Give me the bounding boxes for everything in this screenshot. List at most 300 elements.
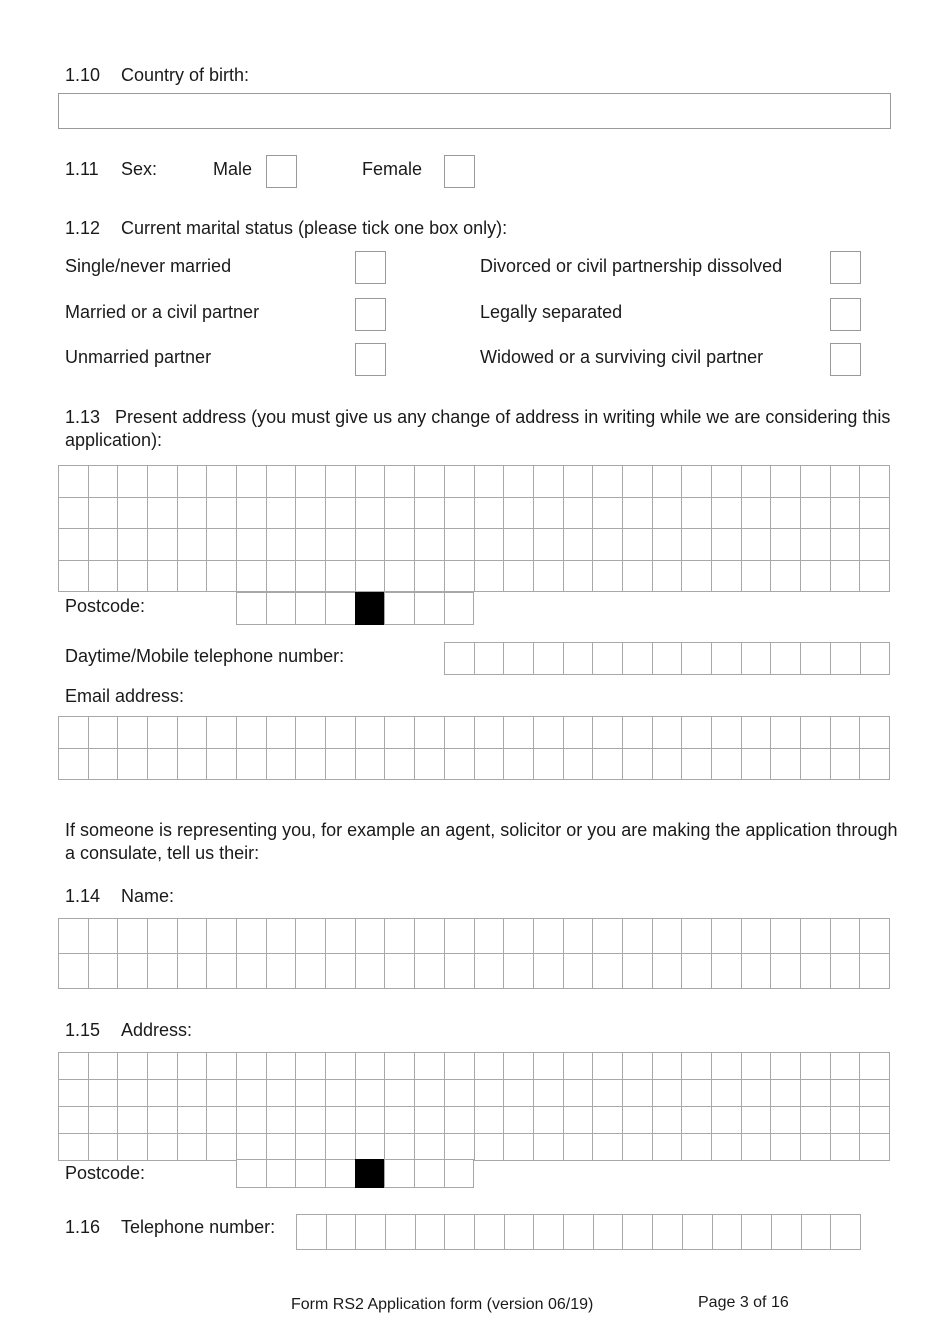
character-box[interactable]: [295, 528, 326, 561]
character-box[interactable]: [58, 953, 89, 989]
character-box[interactable]: [414, 918, 445, 954]
character-box[interactable]: [800, 1052, 831, 1080]
character-box[interactable]: [117, 716, 148, 749]
present-address-grid[interactable]: [58, 465, 890, 592]
character-box[interactable]: [859, 716, 890, 749]
character-box[interactable]: [860, 642, 891, 675]
character-box[interactable]: [800, 465, 831, 498]
character-box[interactable]: [503, 465, 534, 498]
character-box[interactable]: [681, 918, 712, 954]
character-box[interactable]: [681, 642, 712, 675]
character-box[interactable]: [117, 1052, 148, 1080]
character-box[interactable]: [355, 1079, 386, 1107]
character-box[interactable]: [474, 528, 505, 561]
character-box[interactable]: [266, 748, 297, 781]
character-box[interactable]: [771, 1214, 802, 1250]
character-box[interactable]: [147, 560, 178, 593]
character-box[interactable]: [88, 716, 119, 749]
character-box[interactable]: [326, 1214, 357, 1250]
character-box[interactable]: [474, 953, 505, 989]
character-box[interactable]: [177, 1079, 208, 1107]
character-box[interactable]: [325, 1133, 356, 1161]
character-box[interactable]: [444, 1052, 475, 1080]
character-box[interactable]: [503, 1079, 534, 1107]
marital-single-checkbox[interactable]: [355, 251, 386, 284]
character-box[interactable]: [563, 1214, 594, 1250]
representative-postcode-grid[interactable]: [236, 1159, 474, 1188]
character-box[interactable]: [474, 1133, 505, 1161]
character-box[interactable]: [384, 528, 415, 561]
character-box[interactable]: [503, 918, 534, 954]
character-box[interactable]: [503, 1052, 534, 1080]
character-box[interactable]: [88, 918, 119, 954]
character-box[interactable]: [474, 642, 505, 675]
character-box[interactable]: [236, 918, 267, 954]
character-box[interactable]: [830, 528, 861, 561]
sex-male-checkbox[interactable]: [266, 155, 297, 188]
character-box[interactable]: [474, 497, 505, 530]
character-box[interactable]: [266, 716, 297, 749]
character-box[interactable]: [295, 1159, 326, 1188]
character-box[interactable]: [503, 497, 534, 530]
email-grid[interactable]: [58, 716, 890, 780]
character-box[interactable]: [770, 748, 801, 781]
character-box[interactable]: [800, 716, 831, 749]
character-box[interactable]: [236, 1052, 267, 1080]
character-box[interactable]: [58, 1079, 89, 1107]
character-box[interactable]: [117, 918, 148, 954]
character-box[interactable]: [800, 918, 831, 954]
character-box[interactable]: [681, 953, 712, 989]
character-box[interactable]: [266, 1106, 297, 1134]
character-box[interactable]: [800, 1079, 831, 1107]
character-box[interactable]: [622, 1106, 653, 1134]
character-box[interactable]: [533, 918, 564, 954]
character-box[interactable]: [652, 953, 683, 989]
character-box[interactable]: [88, 1052, 119, 1080]
character-box[interactable]: [355, 465, 386, 498]
character-box[interactable]: [444, 1079, 475, 1107]
character-box[interactable]: [859, 953, 890, 989]
character-box[interactable]: [414, 1079, 445, 1107]
character-box[interactable]: [770, 1106, 801, 1134]
character-box[interactable]: [325, 528, 356, 561]
character-box[interactable]: [741, 1052, 772, 1080]
character-box[interactable]: [741, 528, 772, 561]
character-box[interactable]: [177, 560, 208, 593]
character-box[interactable]: [681, 528, 712, 561]
marital-separated-checkbox[interactable]: [830, 298, 861, 331]
character-box[interactable]: [266, 918, 297, 954]
character-box[interactable]: [652, 497, 683, 530]
character-box[interactable]: [770, 918, 801, 954]
character-box[interactable]: [206, 1106, 237, 1134]
character-box[interactable]: [830, 953, 861, 989]
character-box[interactable]: [444, 716, 475, 749]
character-box[interactable]: [414, 748, 445, 781]
character-box[interactable]: [830, 1214, 861, 1250]
character-box[interactable]: [503, 748, 534, 781]
character-box[interactable]: [622, 560, 653, 593]
character-box[interactable]: [622, 1079, 653, 1107]
character-box[interactable]: [325, 1159, 356, 1188]
character-box[interactable]: [355, 497, 386, 530]
character-box[interactable]: [652, 560, 683, 593]
character-box[interactable]: [355, 1052, 386, 1080]
character-box[interactable]: [622, 465, 653, 498]
daytime-phone-grid[interactable]: [444, 642, 890, 675]
character-box[interactable]: [474, 748, 505, 781]
character-box[interactable]: [206, 1052, 237, 1080]
character-box[interactable]: [711, 1133, 742, 1161]
character-box[interactable]: [593, 1214, 624, 1250]
character-box[interactable]: [444, 1133, 475, 1161]
character-box[interactable]: [592, 1052, 623, 1080]
character-box[interactable]: [295, 1133, 326, 1161]
character-box[interactable]: [533, 528, 564, 561]
character-box[interactable]: [800, 1106, 831, 1134]
character-box[interactable]: [206, 1079, 237, 1107]
character-box[interactable]: [711, 560, 742, 593]
character-box[interactable]: [622, 1214, 653, 1250]
character-box[interactable]: [384, 748, 415, 781]
character-box[interactable]: [444, 560, 475, 593]
character-box[interactable]: [295, 953, 326, 989]
character-box[interactable]: [384, 1052, 415, 1080]
character-box[interactable]: [88, 1133, 119, 1161]
character-box[interactable]: [682, 1214, 713, 1250]
character-box[interactable]: [117, 953, 148, 989]
character-box[interactable]: [414, 953, 445, 989]
character-box[interactable]: [563, 528, 594, 561]
character-box[interactable]: [58, 1052, 89, 1080]
character-box[interactable]: [563, 748, 594, 781]
character-box[interactable]: [652, 528, 683, 561]
character-box[interactable]: [533, 1133, 564, 1161]
character-box[interactable]: [325, 953, 356, 989]
character-box[interactable]: [830, 642, 861, 675]
character-box[interactable]: [384, 1079, 415, 1107]
character-box[interactable]: [830, 748, 861, 781]
character-box[interactable]: [206, 716, 237, 749]
character-box[interactable]: [236, 497, 267, 530]
character-box[interactable]: [622, 918, 653, 954]
character-box[interactable]: [592, 528, 623, 561]
character-box[interactable]: [592, 465, 623, 498]
character-box[interactable]: [58, 716, 89, 749]
character-box[interactable]: [801, 1214, 832, 1250]
character-box[interactable]: [355, 918, 386, 954]
character-box[interactable]: [117, 497, 148, 530]
character-box[interactable]: [800, 497, 831, 530]
character-box[interactable]: [563, 497, 594, 530]
character-box[interactable]: [592, 642, 623, 675]
character-box[interactable]: [474, 716, 505, 749]
character-box[interactable]: [147, 1079, 178, 1107]
character-box[interactable]: [177, 528, 208, 561]
character-box[interactable]: [206, 560, 237, 593]
character-box[interactable]: [592, 918, 623, 954]
representative-address-grid[interactable]: [58, 1052, 890, 1161]
character-box[interactable]: [741, 497, 772, 530]
character-box[interactable]: [474, 918, 505, 954]
character-box[interactable]: [266, 1159, 297, 1188]
character-box[interactable]: [474, 1214, 505, 1250]
character-box[interactable]: [58, 560, 89, 593]
character-box[interactable]: [58, 497, 89, 530]
character-box[interactable]: [88, 1106, 119, 1134]
character-box[interactable]: [147, 465, 178, 498]
character-box[interactable]: [355, 748, 386, 781]
character-box[interactable]: [384, 1159, 415, 1188]
character-box[interactable]: [177, 953, 208, 989]
character-box[interactable]: [295, 1052, 326, 1080]
marital-divorced-checkbox[interactable]: [830, 251, 861, 284]
character-box[interactable]: [266, 1133, 297, 1161]
character-box[interactable]: [711, 497, 742, 530]
character-box[interactable]: [325, 1079, 356, 1107]
character-box[interactable]: [295, 592, 326, 625]
character-box[interactable]: [741, 918, 772, 954]
character-box[interactable]: [533, 1079, 564, 1107]
character-box[interactable]: [266, 528, 297, 561]
character-box[interactable]: [236, 560, 267, 593]
character-box[interactable]: [830, 918, 861, 954]
character-box[interactable]: [800, 953, 831, 989]
character-box[interactable]: [58, 918, 89, 954]
character-box[interactable]: [622, 748, 653, 781]
character-box[interactable]: [563, 1106, 594, 1134]
character-box[interactable]: [384, 953, 415, 989]
character-box[interactable]: [563, 918, 594, 954]
character-box[interactable]: [563, 560, 594, 593]
character-box[interactable]: [503, 1133, 534, 1161]
character-box[interactable]: [206, 748, 237, 781]
character-box[interactable]: [859, 1106, 890, 1134]
character-box[interactable]: [503, 642, 534, 675]
character-box[interactable]: [147, 716, 178, 749]
character-box[interactable]: [563, 1133, 594, 1161]
marital-widowed-checkbox[interactable]: [830, 343, 861, 376]
character-box[interactable]: [444, 642, 475, 675]
character-box[interactable]: [236, 748, 267, 781]
character-box[interactable]: [325, 918, 356, 954]
character-box[interactable]: [177, 1052, 208, 1080]
character-box[interactable]: [741, 465, 772, 498]
character-box[interactable]: [206, 918, 237, 954]
marital-married-checkbox[interactable]: [355, 298, 386, 331]
character-box[interactable]: [711, 716, 742, 749]
character-box[interactable]: [384, 918, 415, 954]
character-box[interactable]: [384, 592, 415, 625]
character-box[interactable]: [88, 465, 119, 498]
character-box[interactable]: [58, 1133, 89, 1161]
character-box[interactable]: [355, 560, 386, 593]
character-box[interactable]: [147, 748, 178, 781]
character-box[interactable]: [859, 748, 890, 781]
character-box[interactable]: [117, 748, 148, 781]
character-box[interactable]: [622, 642, 653, 675]
character-box[interactable]: [563, 465, 594, 498]
character-box[interactable]: [592, 1106, 623, 1134]
character-box[interactable]: [206, 465, 237, 498]
character-box[interactable]: [859, 1052, 890, 1080]
character-box[interactable]: [414, 592, 445, 625]
character-box[interactable]: [117, 528, 148, 561]
representative-phone-grid[interactable]: [296, 1214, 861, 1250]
character-box[interactable]: [711, 1079, 742, 1107]
character-box[interactable]: [414, 1052, 445, 1080]
character-box[interactable]: [325, 592, 356, 625]
character-box[interactable]: [444, 497, 475, 530]
character-box[interactable]: [444, 528, 475, 561]
character-box[interactable]: [177, 748, 208, 781]
character-box[interactable]: [711, 953, 742, 989]
character-box[interactable]: [503, 528, 534, 561]
character-box[interactable]: [533, 953, 564, 989]
character-box[interactable]: [533, 497, 564, 530]
character-box[interactable]: [592, 953, 623, 989]
character-box[interactable]: [741, 953, 772, 989]
character-box[interactable]: [592, 748, 623, 781]
character-box[interactable]: [355, 1214, 386, 1250]
character-box[interactable]: [711, 642, 742, 675]
character-box[interactable]: [444, 1214, 475, 1250]
character-box[interactable]: [117, 1106, 148, 1134]
character-box[interactable]: [503, 1106, 534, 1134]
character-box[interactable]: [58, 1106, 89, 1134]
character-box[interactable]: [533, 1106, 564, 1134]
character-box[interactable]: [266, 1052, 297, 1080]
character-box[interactable]: [88, 528, 119, 561]
character-box[interactable]: [830, 1052, 861, 1080]
character-box[interactable]: [355, 953, 386, 989]
character-box[interactable]: [295, 1079, 326, 1107]
character-box[interactable]: [414, 497, 445, 530]
character-box[interactable]: [800, 1133, 831, 1161]
character-box[interactable]: [266, 592, 297, 625]
character-box[interactable]: [295, 497, 326, 530]
character-box[interactable]: [384, 1106, 415, 1134]
character-box[interactable]: [414, 560, 445, 593]
character-box[interactable]: [325, 716, 356, 749]
character-box[interactable]: [236, 1106, 267, 1134]
character-box[interactable]: [414, 1133, 445, 1161]
character-box[interactable]: [681, 1106, 712, 1134]
character-box[interactable]: [355, 1133, 386, 1161]
character-box[interactable]: [711, 1106, 742, 1134]
character-box[interactable]: [711, 528, 742, 561]
character-box[interactable]: [830, 716, 861, 749]
character-box[interactable]: [712, 1214, 743, 1250]
character-box[interactable]: [652, 1133, 683, 1161]
character-box[interactable]: [533, 1214, 564, 1250]
character-box[interactable]: [711, 918, 742, 954]
character-box[interactable]: [236, 1133, 267, 1161]
character-box[interactable]: [295, 465, 326, 498]
character-box[interactable]: [830, 1106, 861, 1134]
character-box[interactable]: [592, 716, 623, 749]
character-box[interactable]: [741, 560, 772, 593]
character-box[interactable]: [711, 1052, 742, 1080]
character-box[interactable]: [325, 560, 356, 593]
character-box[interactable]: [652, 716, 683, 749]
character-box[interactable]: [206, 528, 237, 561]
character-box[interactable]: [770, 642, 801, 675]
character-box[interactable]: [266, 1079, 297, 1107]
character-box[interactable]: [325, 1106, 356, 1134]
character-box[interactable]: [384, 716, 415, 749]
character-box[interactable]: [355, 528, 386, 561]
character-box[interactable]: [770, 465, 801, 498]
character-box[interactable]: [325, 465, 356, 498]
character-box[interactable]: [444, 918, 475, 954]
character-box[interactable]: [770, 1079, 801, 1107]
character-box[interactable]: [117, 1079, 148, 1107]
character-box[interactable]: [622, 497, 653, 530]
character-box[interactable]: [681, 748, 712, 781]
character-box[interactable]: [711, 748, 742, 781]
character-box[interactable]: [296, 1214, 327, 1250]
character-box[interactable]: [177, 1106, 208, 1134]
character-box[interactable]: [681, 716, 712, 749]
character-box[interactable]: [474, 560, 505, 593]
character-box[interactable]: [622, 1133, 653, 1161]
marital-unmarried-checkbox[interactable]: [355, 343, 386, 376]
character-box[interactable]: [444, 953, 475, 989]
character-box[interactable]: [266, 953, 297, 989]
character-box[interactable]: [384, 560, 415, 593]
character-box[interactable]: [830, 465, 861, 498]
character-box[interactable]: [830, 1133, 861, 1161]
character-box[interactable]: [859, 497, 890, 530]
character-box[interactable]: [770, 560, 801, 593]
character-box[interactable]: [652, 465, 683, 498]
character-box[interactable]: [266, 465, 297, 498]
sex-female-checkbox[interactable]: [444, 155, 475, 188]
character-box[interactable]: [533, 642, 564, 675]
character-box[interactable]: [325, 1052, 356, 1080]
character-box[interactable]: [503, 953, 534, 989]
character-box[interactable]: [800, 560, 831, 593]
character-box[interactable]: [830, 497, 861, 530]
character-box[interactable]: [592, 1133, 623, 1161]
character-box[interactable]: [652, 918, 683, 954]
character-box[interactable]: [652, 1214, 683, 1250]
character-box[interactable]: [592, 1079, 623, 1107]
character-box[interactable]: [88, 560, 119, 593]
character-box[interactable]: [88, 497, 119, 530]
character-box[interactable]: [236, 528, 267, 561]
character-box[interactable]: [503, 716, 534, 749]
character-box[interactable]: [711, 465, 742, 498]
character-box[interactable]: [563, 1079, 594, 1107]
character-box[interactable]: [770, 497, 801, 530]
character-box[interactable]: [681, 465, 712, 498]
character-box[interactable]: [563, 953, 594, 989]
present-postcode-grid[interactable]: [236, 592, 474, 625]
character-box[interactable]: [533, 748, 564, 781]
character-box[interactable]: [206, 497, 237, 530]
character-box[interactable]: [474, 1052, 505, 1080]
character-box[interactable]: [859, 1079, 890, 1107]
character-box[interactable]: [622, 1052, 653, 1080]
character-box[interactable]: [444, 748, 475, 781]
character-box[interactable]: [117, 465, 148, 498]
character-box[interactable]: [800, 528, 831, 561]
character-box[interactable]: [177, 497, 208, 530]
character-box[interactable]: [147, 497, 178, 530]
